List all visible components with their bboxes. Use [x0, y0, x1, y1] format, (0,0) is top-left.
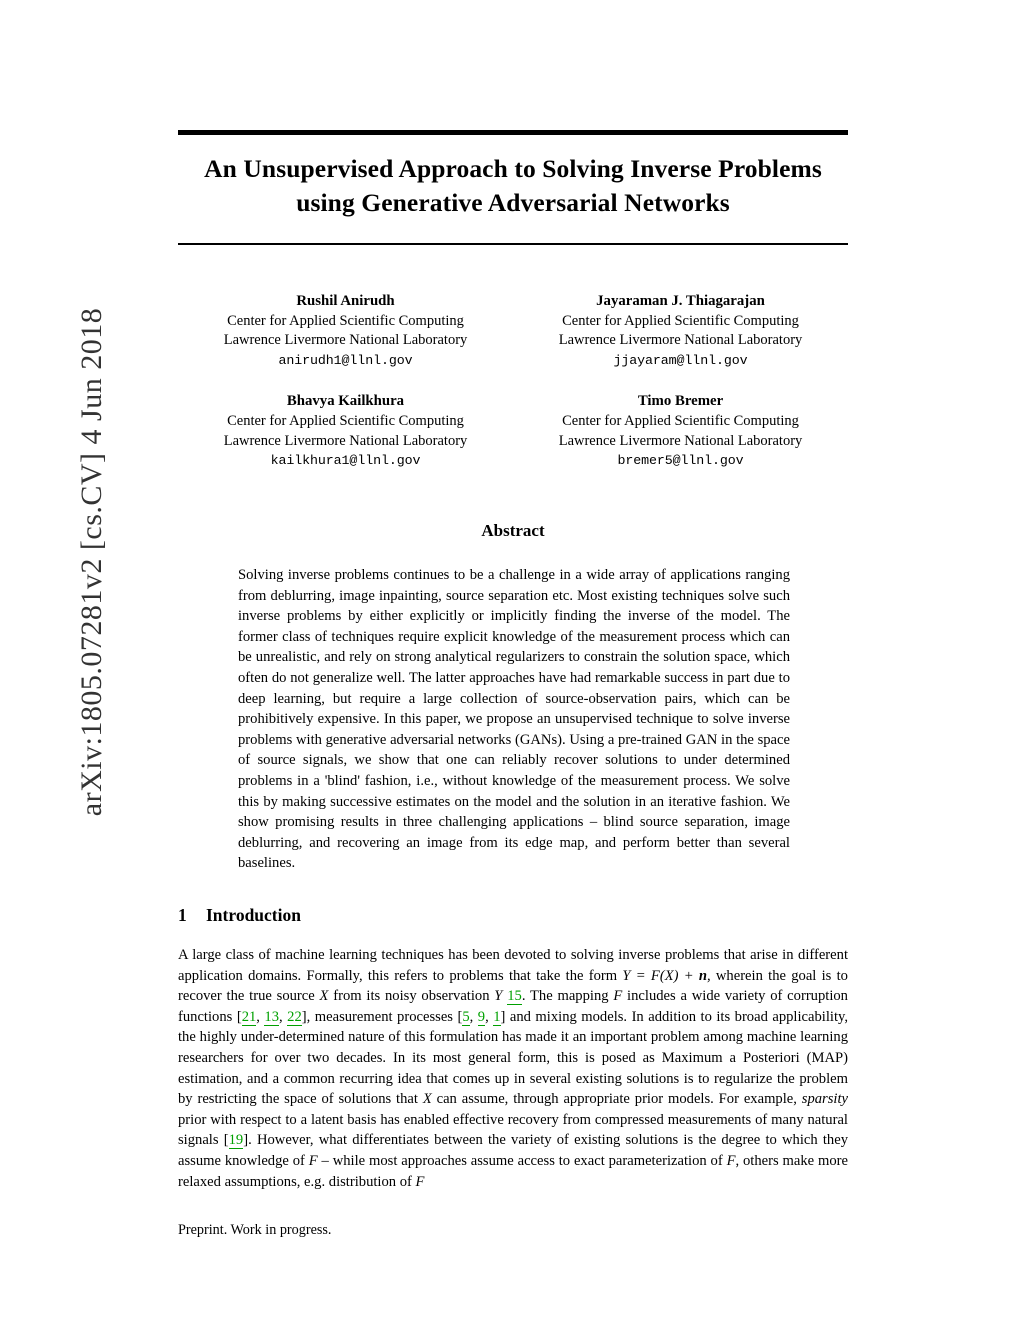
author-affiliation-2: Lawrence Livermore National Laboratory [558, 432, 803, 449]
intro-text-h: can assume, through appropriate prior models. For example, [431, 1091, 802, 1108]
page-footer: Preprint. Work in progress. [178, 1222, 332, 1238]
top-rule [178, 130, 848, 135]
inline-equation-1: Y = F(X) + n, [622, 967, 711, 984]
author-name: Bhavya Kailkhura [286, 393, 405, 410]
author-affiliation-1: Center for Applied Scientific Computing [227, 312, 464, 329]
emphasis-sparsity: sparsity [801, 1091, 848, 1108]
intro-text-i: prior with respect to a latent basis has enabled effective recovery from compressed measurements of many natural signals [178, 1111, 848, 1149]
author-email[interactable]: jjayaram@llnl.gov [613, 352, 748, 368]
author-name: Timo Bremer [637, 393, 724, 410]
symbol-f-3: F [726, 1152, 736, 1169]
author-email[interactable]: kailkhura1@llnl.gov [270, 453, 421, 469]
author-row [178, 292, 848, 370]
author-entry [513, 292, 848, 370]
citation-label: 22 [287, 1008, 302, 1025]
symbol-y: Y [494, 988, 503, 1005]
author-affiliation-2: Lawrence Livermore National Laboratory [223, 332, 468, 349]
author-affiliation-1: Center for Applied Scientific Computing [227, 412, 464, 429]
author-email[interactable]: bremer5@llnl.gov [617, 453, 744, 469]
symbol-f: F [613, 988, 623, 1005]
citation-label: 5 [462, 1008, 470, 1025]
author-entry [178, 392, 513, 470]
paper-page [178, 0, 848, 1325]
symbol-x-2: X [422, 1091, 432, 1108]
author-affiliation-1: Center for Applied Scientific Computing [562, 312, 799, 329]
intro-text-d: . The mapping [521, 988, 614, 1005]
citation-9[interactable] [478, 1009, 485, 1026]
arxiv-identifier-stamp: arXiv:1805.07281v2 [cs.CV] 4 Jun 2018 [75, 307, 108, 817]
author-entry [513, 392, 848, 470]
section-heading [178, 905, 848, 926]
author-affiliation-2: Lawrence Livermore National Laboratory [223, 432, 468, 449]
author-block [178, 292, 848, 471]
citation-5[interactable] [462, 1009, 469, 1026]
author-email[interactable]: anirudh1@llnl.gov [278, 352, 413, 368]
citation-label: 19 [228, 1132, 244, 1149]
author-row [178, 392, 848, 470]
symbol-f-4: F [415, 1173, 425, 1190]
intro-text-k: – while most approaches assume access to exact parameterization of [317, 1152, 727, 1169]
citation-label: 1 [493, 1008, 501, 1025]
author-affiliation-1: Center for Applied Scientific Computing [562, 412, 799, 429]
citation-13[interactable] [264, 1009, 279, 1026]
citation-label: 13 [264, 1008, 280, 1025]
citation-label: 9 [477, 1008, 486, 1025]
page-title: An Unsupervised Approach to Solving Inverse Problems using Generative Adversarial Networks [204, 154, 822, 217]
symbol-x: X [319, 988, 329, 1005]
citation-label: 15 [507, 988, 522, 1005]
intro-text-f: , measurement processes [306, 1008, 458, 1025]
author-name: Jayaraman J. Thiagarajan [596, 293, 765, 309]
section-number: 1 [178, 905, 187, 925]
introduction-paragraph: A large class of machine learning techniques has been devoted to solving inverse problems that arise in different application domains. Formally, this refers to problems that take the form Y = F(X) + n, wherein the goal is to recover the true source X from its noisy observation Y 15. The mapping F includes a wide variety of corruption functions [21, 13, 22], measurement processes [5, 9, 1] and mixing models. In addition to its broad applicability, the highly under-determined nature of this formulation has made it an important problem among machine learning researchers for over two decades. In its most general form, this is posed as Maximum a Posteriori (MAP) estimation, and a common recurring idea that comes up in several existing solutions is to regularize the problem by restricting the space of solutions that X can assume, through appropriate prior models. For example, sparsity prior with respect to a latent basis has enabled effective recovery from compressed measurements of many natural signals [19]. However, what differentiates between the variety of existing solutions is the degree to which they assume knowledge of F – while most approaches assume access to exact parameterization of F, others make more relaxed assumptions, e.g. distribution of F [178, 947, 849, 1190]
citation-21[interactable] [242, 1009, 257, 1026]
intro-text-g: and mixing models. In addition to its broad applicability, the highly under-determined nature of this formulation has made it an important problem among machine learning researchers for over two decades. In its most general form, this is posed as Maximum a Posteriori (MAP) estimation, and a common recurring idea that comes up in several existing solutions is to regularize the problem by restricting the space of solutions that [178, 1008, 849, 1108]
citation-15[interactable] [507, 988, 522, 1005]
symbol-f-2: F [308, 1152, 318, 1169]
abstract-heading: Abstract [481, 521, 545, 540]
citation-19[interactable] [229, 1132, 244, 1149]
intro-text-b: wherein the goal is to recover the true source [178, 967, 848, 1005]
citation-label: 21 [241, 1008, 257, 1025]
title-rule [178, 243, 848, 245]
citation-22[interactable] [287, 1009, 302, 1026]
intro-text-j: . However, what differentiates between the variety of existing solutions is the degree to which they assume knowledge of [178, 1132, 849, 1169]
intro-text-l: , others make more relaxed assumptions, e.g. distribution of [178, 1152, 848, 1190]
author-affiliation-2: Lawrence Livermore National Laboratory [558, 332, 803, 349]
author-name: Rushil Anirudh [296, 293, 395, 309]
intro-text-e: includes a wide variety of corruption functions [178, 988, 848, 1025]
intro-text-c: from its noisy observation [328, 988, 495, 1005]
abstract-body: Solving inverse problems continues to be a challenge in a wide array of applications ranging from deblurring, image inpainting, source separation etc. Most existing techniques solve such inverse problems by either explicitly or implicitly finding the inverse of the model. The former class of techniques require explicit knowledge of the measurement process which can be unrealistic, and rely on strong analytical regularizers to constrain the solution space, which often do not generalize well. The latter approaches have had remarkable success in part due to deep learning, but require a large collection of source-observation pairs, which can be prohibitively expensive. In this paper, we propose an unsupervised technique to solve inverse problems with generative adversarial networks (GANs). Using a pre-trained GAN in the space of source signals, we show that one can reliably recover solutions to under determined problems in a 'blind' fashion, i.e., without knowledge of the measurement process. We solve this by making successive estimates on the model and the solution in an iterative fashion. We show promising results in three challenging applications – blind source separation, image deblurring, and recovering an image from its edge map, and perform better than several baselines. [238, 567, 790, 872]
section-title: Introduction [206, 905, 301, 925]
intro-text-a: A large class of machine learning techniques has been devoted to solving inverse problems that arise in different application domains. Formally, this refers to problems that take the form [178, 947, 848, 984]
author-entry [178, 292, 513, 370]
citation-1[interactable] [493, 1009, 500, 1026]
